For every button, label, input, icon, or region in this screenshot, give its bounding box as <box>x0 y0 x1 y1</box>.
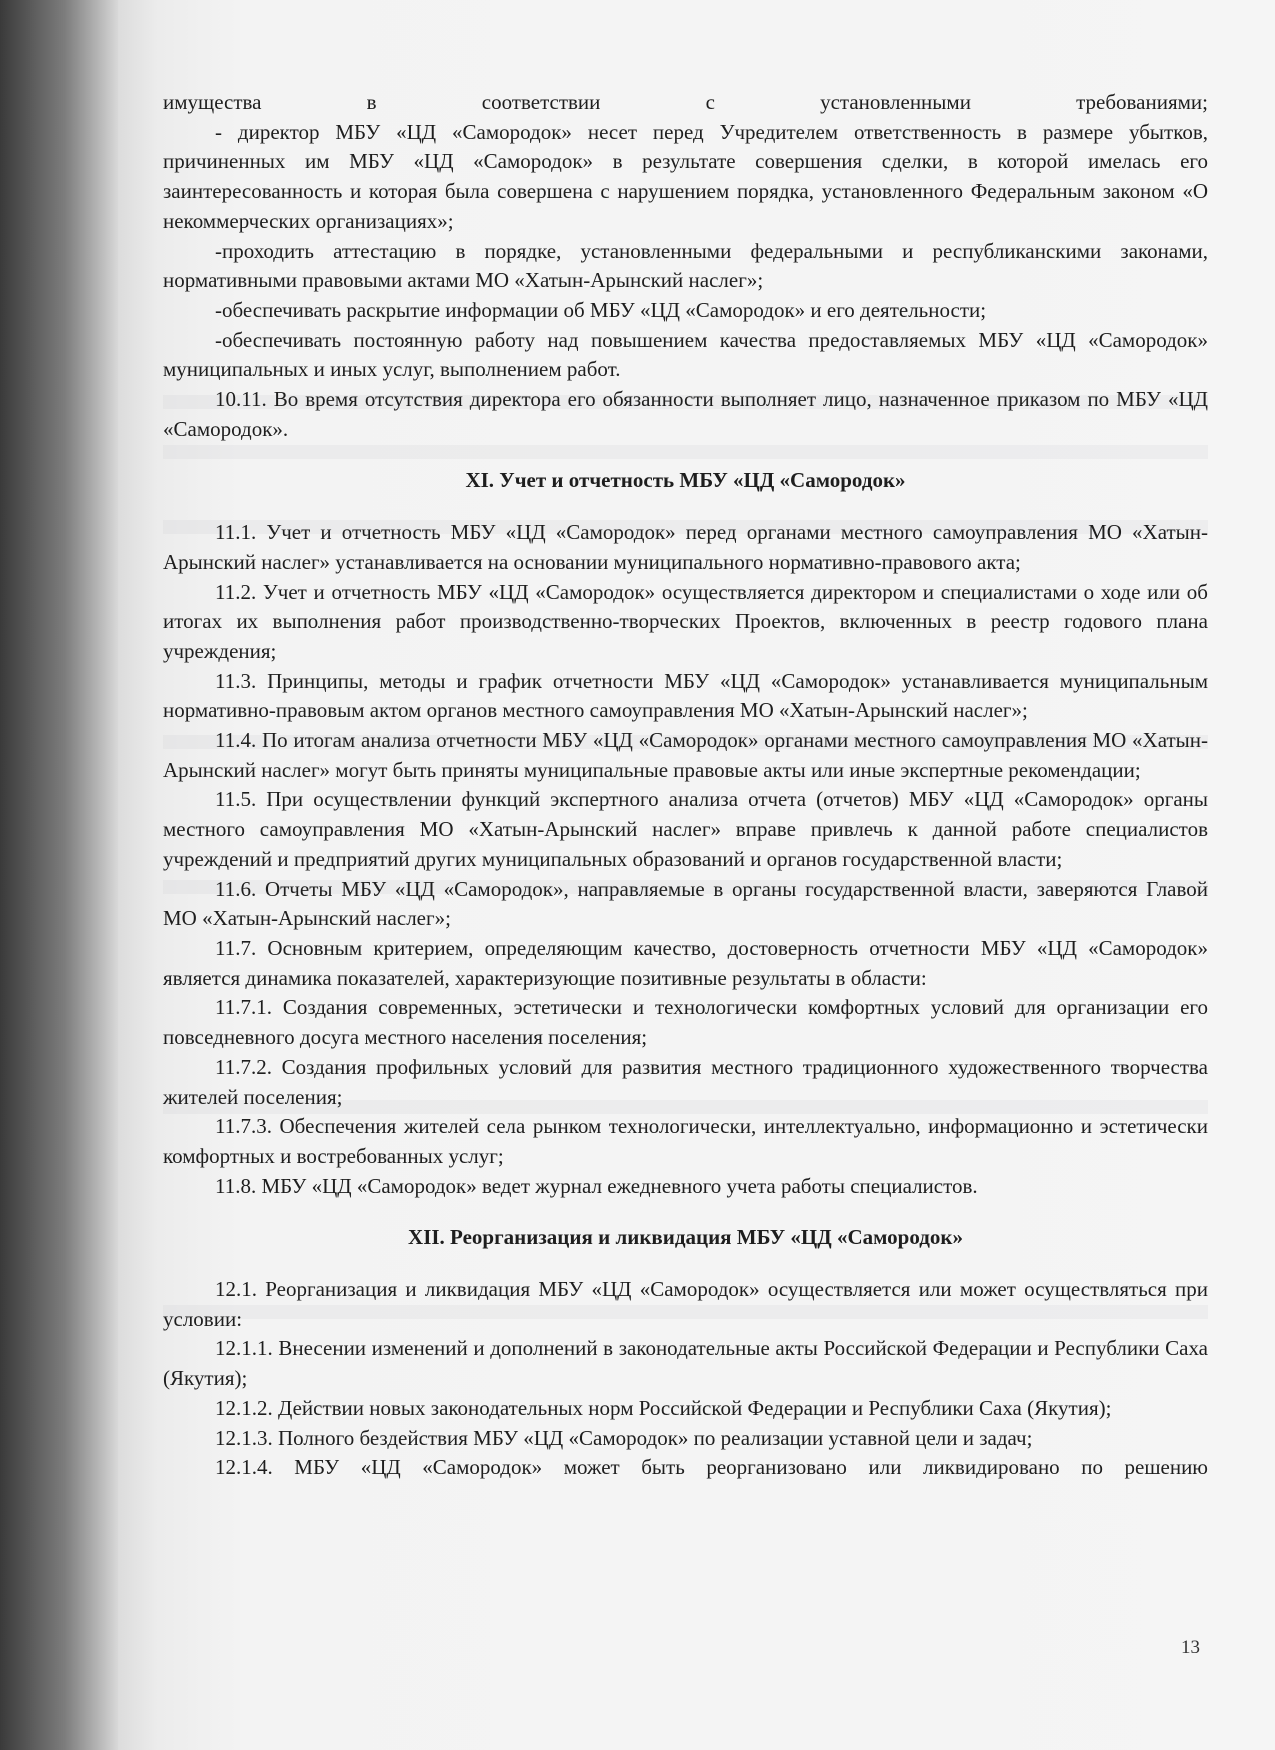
clause: 11.7.1. Создания современных, эстетически и технологически комфортных условий для организации его повседневного досуга местного населения поселения; <box>163 995 1208 1050</box>
clause: 12.1.3. Полного бездействия МБУ «ЦД «Самородок» по реализации уставной цели и задач; <box>215 1425 1033 1450</box>
clause: 11.7.3. Обеспечения жителей села рынком технологически, интеллектуально, информационно и эстетически комфортных и востребованных услуг; <box>163 1114 1208 1168</box>
clause: 12.1.1. Внесении изменений и дополнений в законодательные акты Российской Федерации и Республики Саха (Якутия); <box>163 1336 1208 1391</box>
paragraph: -обеспечивать раскрытие информации об МБУ «ЦД «Самородок» и его деятельности; <box>215 297 987 322</box>
clause: 11.3. Принципы, методы и график отчетности МБУ «ЦД «Самородок» устанавливается муниципальным нормативно-правовым актом органов местного самоуправления МО «Хатын-Арынский наслег»; <box>163 668 1208 723</box>
clause: 11.8. МБУ «ЦД «Самородок» ведет журнал ежедневного учета работы специалистов. <box>215 1173 978 1198</box>
clause: 12.1.4. МБУ «ЦД «Самородок» может быть реорганизовано или ликвидировано по решению <box>215 1455 1208 1480</box>
document-body <box>163 88 1208 1483</box>
clause: 12.1.2. Действии новых законодательных норм Российской Федерации и Республики Саха (Якутия); <box>215 1395 1112 1420</box>
clause: 11.4. По итогам анализа отчетности МБУ «ЦД «Самородок» органами местного самоуправления МО «Хатын-Арынский наслег» могут быть приняты муниципальные правовые акты или иные экспертные рекомендации; <box>163 728 1208 782</box>
paragraph: - директор МБУ «ЦД «Самородок» несет перед Учредителем ответственность в размере убытков, причиненных им МБУ «ЦД «Самородок» в результате совершения сделки, в которой имелась его заинтересованность и которая была совершена с нарушением порядка, установленного Федеральным законом «О некоммерческих организациях»; <box>163 119 1208 233</box>
document-page <box>118 0 1275 1750</box>
clause: 12.1. Реорганизация и ликвидация МБУ «ЦД «Самородок» осуществляется или может осуществляться при условии: <box>163 1277 1208 1331</box>
paragraph: 10.11. Во время отсутствия директора его обязанности выполняет лицо, назначенное приказом по МБУ «ЦД «Самородок». <box>163 387 1208 441</box>
scan-shadow-edge <box>0 0 118 1750</box>
clause: 11.1. Учет и отчетность МБУ «ЦД «Самородок» перед органами местного самоуправления МО «Хатын-Арынский наслег» устанавливается на основании муниципального нормативно-правового акта; <box>163 520 1208 574</box>
clause: 11.7.2. Создания профильных условий для развития местного традиционного художественного творчества жителей поселения; <box>163 1054 1208 1109</box>
section-heading: XII. Реорганизация и ликвидация МБУ «ЦД «Самородок» <box>408 1225 963 1250</box>
clause: 11.2. Учет и отчетность МБУ «ЦД «Самородок» осуществляется директором и специалистами о ходе или об итогах их выполнения работ производственно-творческих Проектов, включенных в реестр годового плана учреждения; <box>163 579 1208 663</box>
clause: 11.6. Отчеты МБУ «ЦД «Самородок», направляемые в органы государственной власти, заверяются Главой МО «Хатын-Арынский наслег»; <box>163 876 1208 931</box>
paragraph: имущества в соответствии с установленными требованиями; <box>163 90 1208 114</box>
paragraph: -обеспечивать постоянную работу над повышением качества предоставляемых МБУ «ЦД «Самородок» муниципальных и иных услуг, выполнением работ. <box>163 327 1208 382</box>
section-heading: XI. Учет и отчетность МБУ «ЦД «Самородок» <box>465 468 906 493</box>
page-number: 13 <box>1181 1637 1200 1658</box>
paragraph: -проходить аттестацию в порядке, установленными федеральными и республиканскими законами, нормативными правовыми актами МО «Хатын-Арынский наслег»; <box>163 238 1208 293</box>
clause: 11.5. При осуществлении функций экспертного анализа отчета (отчетов) МБУ «ЦД «Самородок» органы местного самоуправления МО «Хатын-Арынский наслег» вправе привлечь к данной работе специалистов учреждений и предприятий других муниципальных образований и органов государственной власти; <box>163 787 1208 871</box>
clause: 11.7. Основным критерием, определяющим качество, достоверность отчетности МБУ «ЦД «Самородок» является динамика показателей, характеризующие позитивные результаты в области: <box>163 935 1208 990</box>
